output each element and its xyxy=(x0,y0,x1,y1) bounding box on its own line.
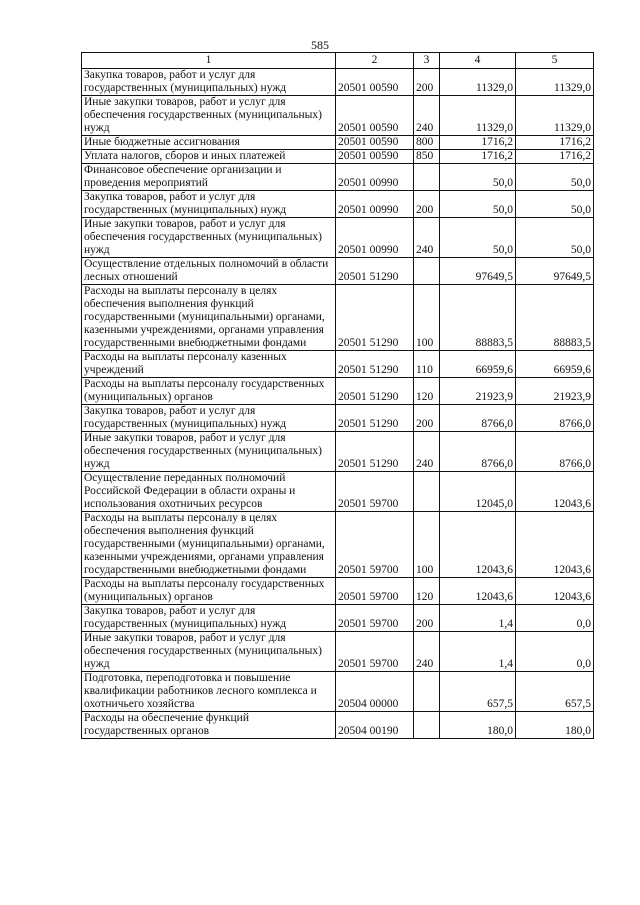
row-value-4-cell: 50,0 xyxy=(440,164,516,191)
row-value-4-cell: 8766,0 xyxy=(440,432,516,472)
row-type-cell: 850 xyxy=(414,150,440,164)
row-name-cell: Подготовка, переподготовка и повышение квалификации работников лесного комплекса и охотничьего хозяйства xyxy=(82,672,336,712)
row-name-cell: Расходы на выплаты персоналу государственных (муниципальных) органов xyxy=(82,378,336,405)
row-code-cell: 20501 51290 xyxy=(336,432,414,472)
table-row xyxy=(82,191,594,218)
row-name-cell: Закупка товаров, работ и услуг для государственных (муниципальных) нужд xyxy=(82,405,336,432)
row-type-cell: 240 xyxy=(414,432,440,472)
row-type-cell: 110 xyxy=(414,351,440,378)
table-row xyxy=(82,578,594,605)
row-type-cell: 240 xyxy=(414,96,440,136)
row-name-cell: Иные закупки товаров, работ и услуг для обеспечения государственных (муниципальных) нужд xyxy=(82,632,336,672)
row-code-cell: 20501 00990 xyxy=(336,191,414,218)
row-code-cell: 20501 00990 xyxy=(336,218,414,258)
row-value-4-cell: 1,4 xyxy=(440,605,516,632)
row-name-cell: Осуществление переданных полномочий Российской Федерации в области охраны и использования охотничьих ресурсов xyxy=(82,472,336,512)
table-row xyxy=(82,69,594,96)
row-name-cell: Закупка товаров, работ и услуг для государственных (муниципальных) нужд xyxy=(82,605,336,632)
row-code-cell: 20501 51290 xyxy=(336,285,414,351)
row-value-5-cell: 50,0 xyxy=(516,164,594,191)
row-value-5-cell: 8766,0 xyxy=(516,432,594,472)
row-type-cell: 200 xyxy=(414,605,440,632)
row-type-cell xyxy=(414,472,440,512)
row-code-cell: 20501 59700 xyxy=(336,605,414,632)
row-value-4-cell: 66959,6 xyxy=(440,351,516,378)
table-row xyxy=(82,512,594,578)
row-value-4-cell: 1716,2 xyxy=(440,150,516,164)
table-row xyxy=(82,285,594,351)
row-code-cell: 20504 00190 xyxy=(336,712,414,739)
row-name-cell: Иные закупки товаров, работ и услуг для обеспечения государственных (муниципальных) нужд xyxy=(82,96,336,136)
row-code-cell: 20501 59700 xyxy=(336,632,414,672)
row-value-4-cell: 180,0 xyxy=(440,712,516,739)
row-value-4-cell: 88883,5 xyxy=(440,285,516,351)
row-value-5-cell: 8766,0 xyxy=(516,405,594,432)
row-value-5-cell: 0,0 xyxy=(516,605,594,632)
row-name-cell: Иные закупки товаров, работ и услуг для обеспечения государственных (муниципальных) нужд xyxy=(82,218,336,258)
table-row xyxy=(82,472,594,512)
row-name-cell: Расходы на выплаты персоналу государственных (муниципальных) органов xyxy=(82,578,336,605)
row-value-5-cell: 50,0 xyxy=(516,218,594,258)
row-type-cell xyxy=(414,712,440,739)
row-code-cell: 20501 00990 xyxy=(336,164,414,191)
header-col-4: 4 xyxy=(440,53,516,69)
row-code-cell: 20501 51290 xyxy=(336,258,414,285)
row-name-cell: Осуществление отдельных полномочий в области лесных отношений xyxy=(82,258,336,285)
row-value-4-cell: 50,0 xyxy=(440,218,516,258)
row-value-4-cell: 11329,0 xyxy=(440,69,516,96)
row-type-cell: 120 xyxy=(414,378,440,405)
table-row xyxy=(82,218,594,258)
row-value-5-cell: 21923,9 xyxy=(516,378,594,405)
row-value-5-cell: 50,0 xyxy=(516,191,594,218)
table-row xyxy=(82,605,594,632)
row-value-4-cell: 50,0 xyxy=(440,191,516,218)
row-code-cell: 20501 51290 xyxy=(336,405,414,432)
row-name-cell: Закупка товаров, работ и услуг для государственных (муниципальных) нужд xyxy=(82,69,336,96)
table-row xyxy=(82,164,594,191)
row-type-cell: 240 xyxy=(414,632,440,672)
row-value-5-cell: 180,0 xyxy=(516,712,594,739)
row-value-4-cell: 12045,0 xyxy=(440,472,516,512)
table-row xyxy=(82,405,594,432)
header-col-2: 2 xyxy=(336,53,414,69)
budget-table xyxy=(81,52,594,739)
row-code-cell: 20501 51290 xyxy=(336,351,414,378)
row-name-cell: Закупка товаров, работ и услуг для государственных (муниципальных) нужд xyxy=(82,191,336,218)
row-code-cell: 20501 00590 xyxy=(336,69,414,96)
row-value-5-cell: 88883,5 xyxy=(516,285,594,351)
row-value-5-cell: 1716,2 xyxy=(516,150,594,164)
row-name-cell: Расходы на обеспечение функций государственных органов xyxy=(82,712,336,739)
header-col-1: 1 xyxy=(82,53,336,69)
row-value-5-cell: 12043,6 xyxy=(516,578,594,605)
row-name-cell: Расходы на выплаты персоналу в целях обеспечения выполнения функций государственными (муниципальными) органами, казенными учреждениями, органами управления государственными внебюджетными фондами xyxy=(82,512,336,578)
row-value-4-cell: 11329,0 xyxy=(440,96,516,136)
row-name-cell: Иные закупки товаров, работ и услуг для обеспечения государственных (муниципальных) нужд xyxy=(82,432,336,472)
row-code-cell: 20501 00590 xyxy=(336,150,414,164)
row-value-4-cell: 8766,0 xyxy=(440,405,516,432)
row-value-5-cell: 11329,0 xyxy=(516,96,594,136)
row-code-cell: 20501 51290 xyxy=(336,378,414,405)
row-code-cell: 20501 59700 xyxy=(336,472,414,512)
row-value-5-cell: 11329,0 xyxy=(516,69,594,96)
row-type-cell: 100 xyxy=(414,512,440,578)
row-value-4-cell: 21923,9 xyxy=(440,378,516,405)
row-type-cell: 240 xyxy=(414,218,440,258)
header-col-3: 3 xyxy=(414,53,440,69)
table-row xyxy=(82,136,594,150)
row-type-cell: 120 xyxy=(414,578,440,605)
table-row xyxy=(82,632,594,672)
row-value-5-cell: 66959,6 xyxy=(516,351,594,378)
row-code-cell: 20504 00000 xyxy=(336,672,414,712)
row-value-5-cell: 0,0 xyxy=(516,632,594,672)
table-header-row xyxy=(82,53,594,69)
row-value-4-cell: 1716,2 xyxy=(440,136,516,150)
table-row xyxy=(82,378,594,405)
row-code-cell: 20501 59700 xyxy=(336,578,414,605)
row-value-5-cell: 97649,5 xyxy=(516,258,594,285)
header-col-5: 5 xyxy=(516,53,594,69)
table-row xyxy=(82,96,594,136)
row-value-4-cell: 1,4 xyxy=(440,632,516,672)
row-name-cell: Финансовое обеспечение организации и проведения мероприятий xyxy=(82,164,336,191)
row-code-cell: 20501 59700 xyxy=(336,512,414,578)
row-type-cell: 200 xyxy=(414,405,440,432)
table-body xyxy=(82,69,594,739)
row-name-cell: Уплата налогов, сборов и иных платежей xyxy=(82,150,336,164)
page-number: 585 xyxy=(311,38,329,52)
row-value-4-cell: 97649,5 xyxy=(440,258,516,285)
table-row xyxy=(82,672,594,712)
row-value-5-cell: 657,5 xyxy=(516,672,594,712)
row-value-4-cell: 657,5 xyxy=(440,672,516,712)
table-row xyxy=(82,150,594,164)
row-name-cell: Расходы на выплаты персоналу в целях обеспечения выполнения функций государственными (муниципальными) органами, казенными учреждениями, органами управления государственными внебюджетными фондами xyxy=(82,285,336,351)
table-row xyxy=(82,351,594,378)
row-value-5-cell: 12043,6 xyxy=(516,512,594,578)
table-row xyxy=(82,258,594,285)
row-code-cell: 20501 00590 xyxy=(336,96,414,136)
row-value-5-cell: 12043,6 xyxy=(516,472,594,512)
row-value-5-cell: 1716,2 xyxy=(516,136,594,150)
row-type-cell xyxy=(414,164,440,191)
row-name-cell: Иные бюджетные ассигнования xyxy=(82,136,336,150)
row-type-cell: 200 xyxy=(414,69,440,96)
row-value-4-cell: 12043,6 xyxy=(440,512,516,578)
row-value-4-cell: 12043,6 xyxy=(440,578,516,605)
table-row xyxy=(82,432,594,472)
row-type-cell: 200 xyxy=(414,191,440,218)
row-type-cell xyxy=(414,258,440,285)
row-type-cell: 800 xyxy=(414,136,440,150)
row-type-cell: 100 xyxy=(414,285,440,351)
table-row xyxy=(82,712,594,739)
row-name-cell: Расходы на выплаты персоналу казенных учреждений xyxy=(82,351,336,378)
row-type-cell xyxy=(414,672,440,712)
row-code-cell: 20501 00590 xyxy=(336,136,414,150)
